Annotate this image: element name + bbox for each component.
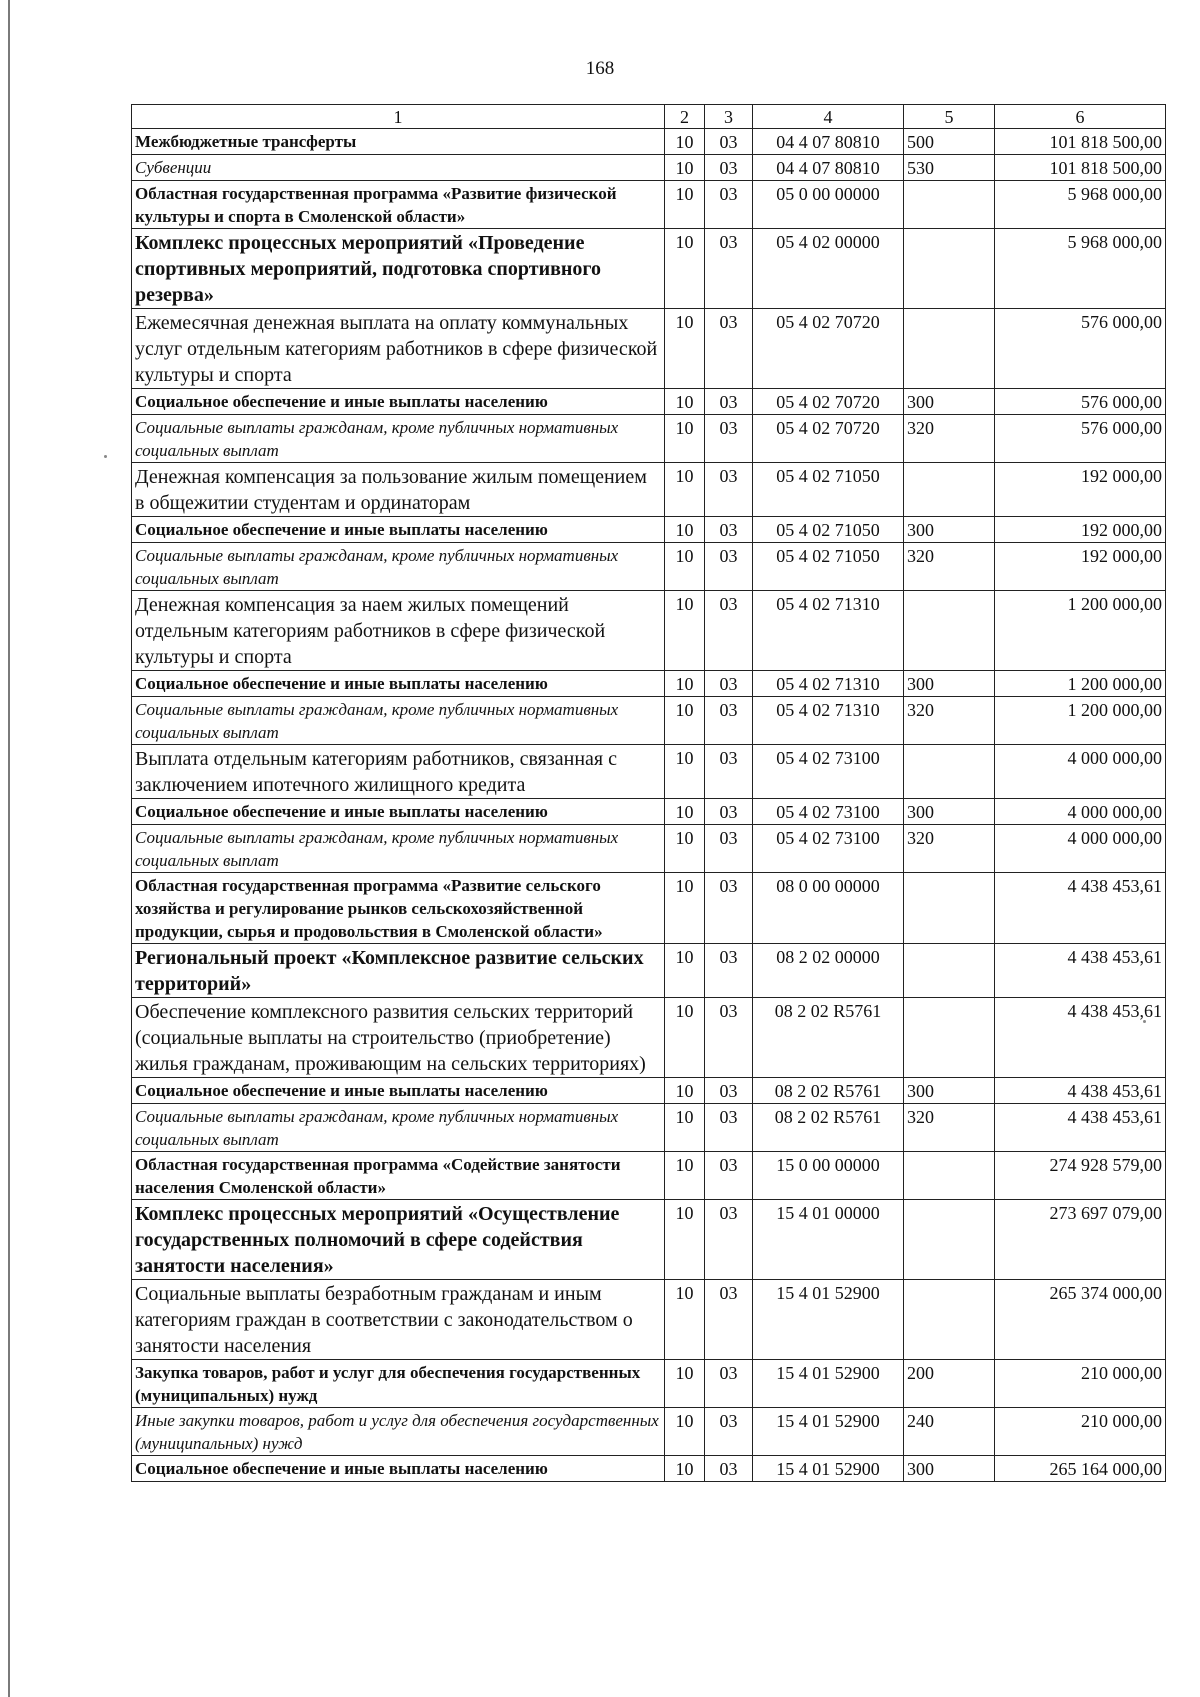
section-code-cell: 10 <box>665 129 705 155</box>
subsection-code-cell: 03 <box>705 181 753 229</box>
amount-cell: 576 000,00 <box>995 389 1166 415</box>
amount-cell: 4 000 000,00 <box>995 825 1166 873</box>
expense-type-cell: 320 <box>904 825 995 873</box>
expense-type-cell <box>904 745 995 799</box>
section-code-cell: 10 <box>665 998 705 1078</box>
section-code-cell: 10 <box>665 1152 705 1200</box>
row-name-cell: Социальное обеспечение и иные выплаты населению <box>132 1078 665 1104</box>
expense-type-cell: 300 <box>904 799 995 825</box>
subsection-code-cell: 03 <box>705 1408 753 1456</box>
table-row <box>132 1200 1166 1280</box>
expense-type-cell: 500 <box>904 129 995 155</box>
target-article-cell: 05 4 02 71310 <box>753 591 904 671</box>
amount-cell: 4 438 453,61 <box>995 1078 1166 1104</box>
target-article-cell: 05 4 02 70720 <box>753 415 904 463</box>
expense-type-cell <box>904 944 995 998</box>
table-row <box>132 229 1166 309</box>
expense-type-cell <box>904 463 995 517</box>
amount-cell: 4 000 000,00 <box>995 745 1166 799</box>
row-name-cell: Комплекс процессных мероприятий «Проведение спортивных мероприятий, подготовка спортивного резерва» <box>132 229 665 309</box>
amount-cell: 274 928 579,00 <box>995 1152 1166 1200</box>
expense-type-cell: 320 <box>904 697 995 745</box>
section-code-cell: 10 <box>665 1078 705 1104</box>
subsection-code-cell: 03 <box>705 1104 753 1152</box>
target-article-cell: 05 4 02 70720 <box>753 389 904 415</box>
table-row <box>132 697 1166 745</box>
expense-type-cell <box>904 181 995 229</box>
row-name-cell: Иные закупки товаров, работ и услуг для обеспечения государственных (муниципальных) нужд <box>132 1408 665 1456</box>
target-article-cell: 04 4 07 80810 <box>753 155 904 181</box>
section-code-cell: 10 <box>665 229 705 309</box>
section-code-cell: 10 <box>665 825 705 873</box>
scan-speck <box>104 455 107 458</box>
subsection-code-cell: 03 <box>705 463 753 517</box>
amount-cell: 101 818 500,00 <box>995 155 1166 181</box>
table-row <box>132 155 1166 181</box>
expense-type-cell: 300 <box>904 389 995 415</box>
row-name-cell: Социальные выплаты безработным гражданам и иным категориям граждан в соответствии с законодательством о занятости населения <box>132 1280 665 1360</box>
table-row <box>132 799 1166 825</box>
expense-type-cell <box>904 1280 995 1360</box>
amount-cell: 4 438 453,61 <box>995 873 1166 944</box>
table-row <box>132 543 1166 591</box>
row-name-cell: Областная государственная программа «Развитие физической культуры и спорта в Смоленской области» <box>132 181 665 229</box>
amount-cell: 210 000,00 <box>995 1360 1166 1408</box>
subsection-code-cell: 03 <box>705 671 753 697</box>
target-article-cell: 05 4 02 73100 <box>753 825 904 873</box>
target-article-cell: 05 0 00 00000 <box>753 181 904 229</box>
amount-cell: 576 000,00 <box>995 309 1166 389</box>
section-code-cell: 10 <box>665 873 705 944</box>
amount-cell: 265 374 000,00 <box>995 1280 1166 1360</box>
target-article-cell: 15 4 01 52900 <box>753 1360 904 1408</box>
table-row <box>132 389 1166 415</box>
table-row <box>132 1280 1166 1360</box>
expense-type-cell: 300 <box>904 671 995 697</box>
table-row <box>132 873 1166 944</box>
target-article-cell: 08 2 02 R5761 <box>753 998 904 1078</box>
row-name-cell: Социальное обеспечение и иные выплаты населению <box>132 799 665 825</box>
subsection-code-cell: 03 <box>705 155 753 181</box>
subsection-code-cell: 03 <box>705 799 753 825</box>
target-article-cell: 08 2 02 R5761 <box>753 1078 904 1104</box>
expense-type-cell: 530 <box>904 155 995 181</box>
subsection-code-cell: 03 <box>705 517 753 543</box>
section-code-cell: 10 <box>665 155 705 181</box>
row-name-cell: Ежемесячная денежная выплата на оплату коммунальных услуг отдельным категориям работников в сфере физической культуры и спорта <box>132 309 665 389</box>
target-article-cell: 05 4 02 00000 <box>753 229 904 309</box>
row-name-cell: Денежная компенсация за пользование жилым помещением в общежитии студентам и ординаторам <box>132 463 665 517</box>
target-article-cell: 15 4 01 52900 <box>753 1456 904 1482</box>
amount-cell: 4 438 453,61 <box>995 998 1166 1078</box>
section-code-cell: 10 <box>665 1280 705 1360</box>
section-code-cell: 10 <box>665 745 705 799</box>
row-name-cell: Обеспечение комплексного развития сельских территорий (социальные выплаты на строительство (приобретение) жилья гражданам, проживающим на сельских территориях) <box>132 998 665 1078</box>
subsection-code-cell: 03 <box>705 873 753 944</box>
table-row <box>132 671 1166 697</box>
subsection-code-cell: 03 <box>705 825 753 873</box>
row-name-cell: Межбюджетные трансферты <box>132 129 665 155</box>
target-article-cell: 04 4 07 80810 <box>753 129 904 155</box>
scan-left-edge <box>8 0 10 1697</box>
table-row <box>132 181 1166 229</box>
row-name-cell: Социальное обеспечение и иные выплаты населению <box>132 671 665 697</box>
amount-cell: 265 164 000,00 <box>995 1456 1166 1482</box>
expense-type-cell: 320 <box>904 543 995 591</box>
subsection-code-cell: 03 <box>705 543 753 591</box>
target-article-cell: 15 4 01 00000 <box>753 1200 904 1280</box>
table-row <box>132 415 1166 463</box>
header-cell: 1 <box>132 105 665 129</box>
target-article-cell: 15 4 01 52900 <box>753 1280 904 1360</box>
row-name-cell: Региональный проект «Комплексное развитие сельских территорий» <box>132 944 665 998</box>
row-name-cell: Социальные выплаты гражданам, кроме публичных нормативных социальных выплат <box>132 825 665 873</box>
row-name-cell: Областная государственная программа «Содействие занятости населения Смоленской области» <box>132 1152 665 1200</box>
section-code-cell: 10 <box>665 463 705 517</box>
expense-type-cell <box>904 1152 995 1200</box>
amount-cell: 210 000,00 <box>995 1408 1166 1456</box>
section-code-cell: 10 <box>665 1360 705 1408</box>
table-row <box>132 463 1166 517</box>
header-cell: 2 <box>665 105 705 129</box>
row-name-cell: Социальное обеспечение и иные выплаты населению <box>132 389 665 415</box>
target-article-cell: 05 4 02 73100 <box>753 799 904 825</box>
section-code-cell: 10 <box>665 389 705 415</box>
amount-cell: 576 000,00 <box>995 415 1166 463</box>
table-row <box>132 591 1166 671</box>
expense-type-cell <box>904 998 995 1078</box>
amount-cell: 192 000,00 <box>995 463 1166 517</box>
section-code-cell: 10 <box>665 1104 705 1152</box>
table-row <box>132 1152 1166 1200</box>
table-row <box>132 745 1166 799</box>
amount-cell: 273 697 079,00 <box>995 1200 1166 1280</box>
subsection-code-cell: 03 <box>705 998 753 1078</box>
subsection-code-cell: 03 <box>705 229 753 309</box>
amount-cell: 192 000,00 <box>995 517 1166 543</box>
header-cell: 4 <box>753 105 904 129</box>
row-name-cell: Закупка товаров, работ и услуг для обеспечения государственных (муниципальных) нужд <box>132 1360 665 1408</box>
section-code-cell: 10 <box>665 309 705 389</box>
target-article-cell: 05 4 02 70720 <box>753 309 904 389</box>
expense-type-cell: 300 <box>904 1078 995 1104</box>
section-code-cell: 10 <box>665 1456 705 1482</box>
table-row <box>132 1408 1166 1456</box>
table-row <box>132 944 1166 998</box>
target-article-cell: 08 0 00 00000 <box>753 873 904 944</box>
row-name-cell: Социальное обеспечение и иные выплаты населению <box>132 517 665 543</box>
subsection-code-cell: 03 <box>705 1280 753 1360</box>
row-name-cell: Выплата отдельным категориям работников, связанная с заключением ипотечного жилищного кредита <box>132 745 665 799</box>
expense-type-cell: 320 <box>904 415 995 463</box>
table-row <box>132 825 1166 873</box>
section-code-cell: 10 <box>665 944 705 998</box>
row-name-cell: Денежная компенсация за наем жилых помещений отдельным категориям работников в сфере физической культуры и спорта <box>132 591 665 671</box>
section-code-cell: 10 <box>665 517 705 543</box>
row-name-cell: Социальные выплаты гражданам, кроме публичных нормативных социальных выплат <box>132 697 665 745</box>
expense-type-cell <box>904 229 995 309</box>
row-name-cell: Областная государственная программа «Развитие сельского хозяйства и регулирование рынков сельскохозяйственной продукции, сырья и продовольствия в Смоленской области» <box>132 873 665 944</box>
amount-cell: 1 200 000,00 <box>995 697 1166 745</box>
amount-cell: 4 000 000,00 <box>995 799 1166 825</box>
amount-cell: 101 818 500,00 <box>995 129 1166 155</box>
budget-table <box>131 104 1166 1482</box>
target-article-cell: 05 4 02 71050 <box>753 543 904 591</box>
target-article-cell: 05 4 02 73100 <box>753 745 904 799</box>
amount-cell: 4 438 453,61 <box>995 944 1166 998</box>
target-article-cell: 15 0 00 00000 <box>753 1152 904 1200</box>
amount-cell: 1 200 000,00 <box>995 591 1166 671</box>
subsection-code-cell: 03 <box>705 309 753 389</box>
amount-cell: 5 968 000,00 <box>995 181 1166 229</box>
header-cell: 3 <box>705 105 753 129</box>
expense-type-cell: 200 <box>904 1360 995 1408</box>
section-code-cell: 10 <box>665 181 705 229</box>
subsection-code-cell: 03 <box>705 591 753 671</box>
table-row <box>132 1078 1166 1104</box>
target-article-cell: 08 2 02 R5761 <box>753 1104 904 1152</box>
target-article-cell: 15 4 01 52900 <box>753 1408 904 1456</box>
subsection-code-cell: 03 <box>705 1360 753 1408</box>
table-row <box>132 1360 1166 1408</box>
subsection-code-cell: 03 <box>705 1152 753 1200</box>
header-cell: 5 <box>904 105 995 129</box>
amount-cell: 1 200 000,00 <box>995 671 1166 697</box>
target-article-cell: 08 2 02 00000 <box>753 944 904 998</box>
row-name-cell: Социальное обеспечение и иные выплаты населению <box>132 1456 665 1482</box>
section-code-cell: 10 <box>665 799 705 825</box>
subsection-code-cell: 03 <box>705 415 753 463</box>
page-number: 168 <box>585 58 615 79</box>
table-row <box>132 309 1166 389</box>
subsection-code-cell: 03 <box>705 1200 753 1280</box>
table-row <box>132 1456 1166 1482</box>
table-row <box>132 1104 1166 1152</box>
subsection-code-cell: 03 <box>705 1078 753 1104</box>
subsection-code-cell: 03 <box>705 944 753 998</box>
row-name-cell: Социальные выплаты гражданам, кроме публичных нормативных социальных выплат <box>132 415 665 463</box>
expense-type-cell <box>904 591 995 671</box>
section-code-cell: 10 <box>665 1408 705 1456</box>
expense-type-cell: 240 <box>904 1408 995 1456</box>
target-article-cell: 05 4 02 71050 <box>753 463 904 517</box>
row-name-cell: Социальные выплаты гражданам, кроме публичных нормативных социальных выплат <box>132 1104 665 1152</box>
subsection-code-cell: 03 <box>705 1456 753 1482</box>
expense-type-cell: 300 <box>904 1456 995 1482</box>
row-name-cell: Социальные выплаты гражданам, кроме публичных нормативных социальных выплат <box>132 543 665 591</box>
subsection-code-cell: 03 <box>705 745 753 799</box>
expense-type-cell: 300 <box>904 517 995 543</box>
section-code-cell: 10 <box>665 697 705 745</box>
table-header-row <box>132 105 1166 129</box>
amount-cell: 5 968 000,00 <box>995 229 1166 309</box>
target-article-cell: 05 4 02 71050 <box>753 517 904 543</box>
row-name-cell: Субвенции <box>132 155 665 181</box>
row-name-cell: Комплекс процессных мероприятий «Осуществление государственных полномочий в сфере содействия занятости населения» <box>132 1200 665 1280</box>
expense-type-cell <box>904 873 995 944</box>
amount-cell: 4 438 453,61 <box>995 1104 1166 1152</box>
amount-cell: 192 000,00 <box>995 543 1166 591</box>
table-row <box>132 517 1166 543</box>
subsection-code-cell: 03 <box>705 389 753 415</box>
header-cell: 6 <box>995 105 1166 129</box>
subsection-code-cell: 03 <box>705 697 753 745</box>
table-row <box>132 998 1166 1078</box>
expense-type-cell: 320 <box>904 1104 995 1152</box>
expense-type-cell <box>904 1200 995 1280</box>
target-article-cell: 05 4 02 71310 <box>753 671 904 697</box>
target-article-cell: 05 4 02 71310 <box>753 697 904 745</box>
section-code-cell: 10 <box>665 415 705 463</box>
section-code-cell: 10 <box>665 671 705 697</box>
section-code-cell: 10 <box>665 1200 705 1280</box>
section-code-cell: 10 <box>665 591 705 671</box>
expense-type-cell <box>904 309 995 389</box>
subsection-code-cell: 03 <box>705 129 753 155</box>
table-row <box>132 129 1166 155</box>
section-code-cell: 10 <box>665 543 705 591</box>
